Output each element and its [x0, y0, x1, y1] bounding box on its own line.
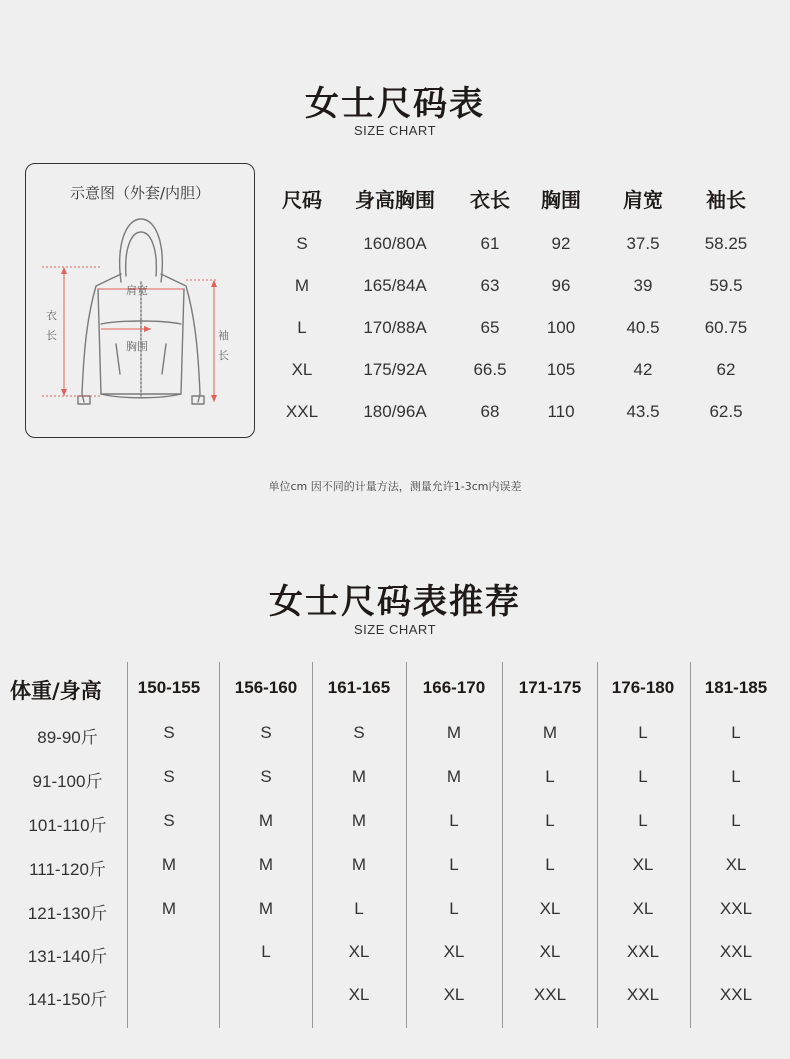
weight-label: 101-110斤: [28, 816, 107, 835]
recommend-cell: L: [545, 767, 555, 786]
size-table-cell: 37.5: [626, 234, 660, 253]
recommend-cell: S: [353, 723, 365, 742]
recommend-cell: S: [163, 723, 175, 742]
recommend-cell: L: [731, 811, 741, 830]
size-table-cell: 43.5: [626, 402, 660, 421]
recommend-cell: XXL: [719, 942, 753, 961]
sleeve-label-b: 长: [218, 349, 229, 362]
recommend-cell: S: [163, 811, 175, 830]
size-table-cell: 105: [546, 360, 576, 379]
recommend-cell: XL: [443, 942, 465, 961]
shoulder-label: 肩宽: [126, 284, 148, 297]
recommend-cell: L: [354, 899, 364, 918]
size-table-cell: 62.5: [709, 402, 743, 421]
height-header: 156-160: [234, 678, 298, 697]
column-divider: [502, 662, 503, 1028]
weight-label: 141-150斤: [27, 990, 108, 1009]
recommend-cell: L: [638, 811, 648, 830]
recommend-subtitle: SIZE CHART: [353, 622, 437, 637]
sleeve-label-a: 袖: [218, 329, 229, 342]
recommend-cell: L: [261, 942, 271, 961]
length-label-b: 长: [46, 329, 57, 342]
jacket-outline-icon: [26, 164, 256, 439]
column-divider: [406, 662, 407, 1028]
column-divider: [597, 662, 598, 1028]
column-divider: [690, 662, 691, 1028]
size-table-cell: XL: [291, 360, 313, 379]
recommend-cell: M: [446, 723, 462, 742]
size-table-cell: 61: [480, 234, 500, 253]
weight-label: 131-140斤: [27, 947, 108, 966]
size-table-cell: 39: [633, 276, 653, 295]
recommend-cell: M: [161, 899, 177, 918]
diagram-title: 示意图（外套/内胆）: [69, 184, 211, 202]
size-table-cell: 65: [480, 318, 500, 337]
height-header: 171-175: [518, 678, 582, 697]
recommend-cell: XXL: [626, 985, 660, 1004]
column-divider: [312, 662, 313, 1028]
height-header: 166-170: [422, 678, 486, 697]
size-table-cell: XXL: [285, 402, 319, 421]
jacket-diagram: [25, 163, 255, 438]
size-table-cell: 63: [480, 276, 500, 295]
measurement-note: 单位cm 因不同的计量方法，测量允许1-3cm内误差: [268, 480, 522, 493]
size-table-header: 袖长: [706, 188, 746, 212]
size-table-cell: 170/88A: [363, 318, 427, 337]
length-label-a: 衣: [46, 309, 57, 322]
recommend-cell: L: [545, 811, 555, 830]
size-table-cell: 62: [716, 360, 736, 379]
size-table-cell: 59.5: [709, 276, 743, 295]
size-table-cell: L: [297, 318, 307, 337]
recommend-cell: XL: [348, 942, 370, 961]
recommend-cell: L: [449, 899, 459, 918]
weight-label: 111-120斤: [29, 860, 106, 879]
size-table-cell: 60.75: [704, 318, 748, 337]
recommend-cell: M: [258, 899, 274, 918]
height-header: 150-155: [137, 678, 201, 697]
column-divider: [219, 662, 220, 1028]
recommend-cell: XL: [348, 985, 370, 1004]
size-table-cell: 165/84A: [363, 276, 427, 295]
size-table-header: 身高胸围: [355, 188, 435, 212]
recommend-cell: L: [545, 855, 555, 874]
page-subtitle: SIZE CHART: [353, 123, 437, 138]
weight-label: 121-130斤: [27, 904, 108, 923]
size-table-cell: 180/96A: [363, 402, 427, 421]
recommend-cell: L: [731, 767, 741, 786]
size-table-cell: 58.25: [704, 234, 748, 253]
size-table-cell: 40.5: [626, 318, 660, 337]
size-table-cell: M: [294, 276, 310, 295]
height-header: 176-180: [611, 678, 675, 697]
recommend-cell: L: [638, 767, 648, 786]
size-table-cell: 68: [480, 402, 500, 421]
chest-label: 胸围: [126, 340, 148, 353]
column-divider: [127, 662, 128, 1028]
size-table-cell: 42: [633, 360, 653, 379]
recommend-cell: XL: [632, 855, 654, 874]
recommend-cell: XL: [443, 985, 465, 1004]
size-table-header: 尺码: [282, 188, 322, 212]
size-table-cell: S: [296, 234, 308, 253]
height-header: 161-165: [327, 678, 391, 697]
recommend-cell: M: [351, 767, 367, 786]
recommend-cell: XXL: [626, 942, 660, 961]
recommend-cell: M: [258, 811, 274, 830]
size-table-cell: 160/80A: [363, 234, 427, 253]
size-table-cell: 66.5: [473, 360, 507, 379]
size-table-header: 衣长: [470, 188, 510, 212]
recommend-cell: XXL: [719, 985, 753, 1004]
weight-label: 89-90斤: [37, 728, 98, 747]
recommend-cell: XXL: [533, 985, 567, 1004]
size-table-cell: 92: [551, 234, 571, 253]
recommend-cell: S: [260, 723, 272, 742]
size-table-header: 肩宽: [623, 188, 663, 212]
recommend-cell: M: [446, 767, 462, 786]
recommend-cell: M: [161, 855, 177, 874]
recommend-cell: XL: [539, 942, 561, 961]
recommend-cell: XL: [539, 899, 561, 918]
recommend-cell: S: [163, 767, 175, 786]
recommend-cell: M: [351, 811, 367, 830]
recommend-cell: L: [449, 855, 459, 874]
size-table-header: 胸围: [541, 188, 581, 212]
recommend-cell: M: [542, 723, 558, 742]
recommend-cell: M: [351, 855, 367, 874]
recommend-cell: L: [449, 811, 459, 830]
recommend-cell: L: [638, 723, 648, 742]
recommend-title: 女士尺码表推荐: [269, 582, 521, 622]
recommend-cell: S: [260, 767, 272, 786]
size-table-cell: 175/92A: [363, 360, 427, 379]
weight-label: 91-100斤: [32, 772, 103, 791]
size-table-cell: 110: [547, 402, 575, 421]
recommend-cell: XXL: [719, 899, 753, 918]
recommend-cell: XL: [725, 855, 747, 874]
recommend-cell: XL: [632, 899, 654, 918]
page-title: 女士尺码表: [305, 84, 485, 124]
recommend-cell: L: [731, 723, 741, 742]
recommend-corner-header: 体重/身高: [10, 679, 102, 703]
recommend-cell: M: [258, 855, 274, 874]
size-table-cell: 96: [551, 276, 571, 295]
size-table-cell: 100: [546, 318, 576, 337]
height-header: 181-185: [704, 678, 768, 697]
